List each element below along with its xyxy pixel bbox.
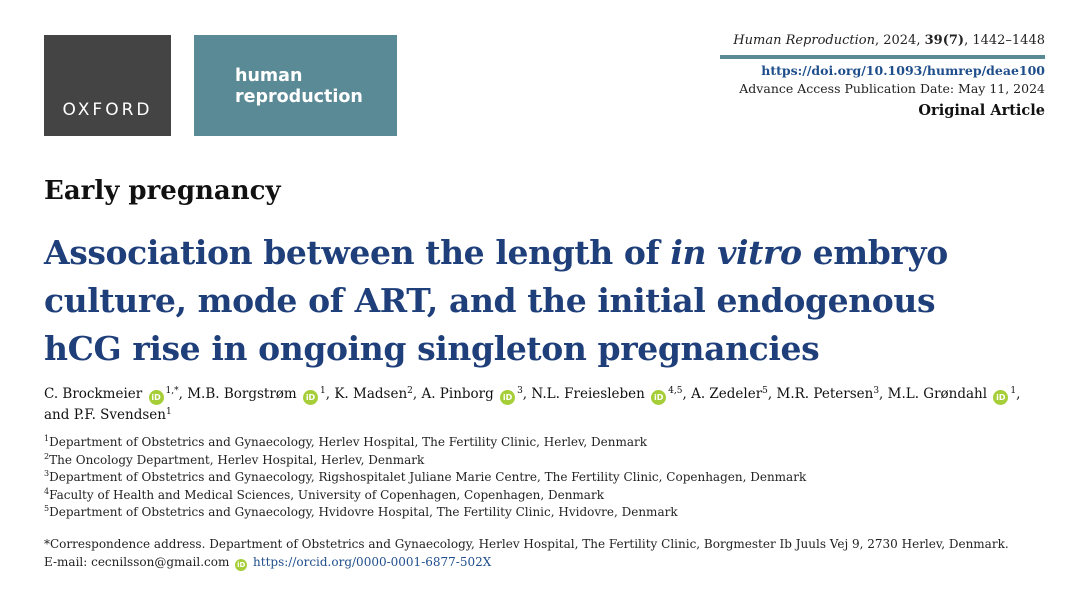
author-name[interactable]: A. Pinborg	[421, 386, 494, 402]
correspondence-address: *Correspondence address. Department of Obstetrics and Gynaecology, Herlev Hospital, The Fertility Clinic, Borgmester Ib Juuls Vej 9, 2730 Herlev, Denmark.	[44, 537, 1009, 551]
affiliation-text: The Oncology Department, Herlev Hospital, Herlev, Denmark	[49, 452, 425, 467]
orcid-icon[interactable]: iD	[993, 390, 1008, 405]
affiliation-text: Department of Obstetrics and Gynaecology, Herlev Hospital, The Fertility Clinic, Herlev, Denmark	[49, 435, 648, 449]
orcid-link[interactable]: https://orcid.org/0000-0001-6877-502X	[253, 555, 492, 569]
affiliation-item	[44, 504, 806, 522]
section-heading: Early pregnancy	[44, 176, 281, 206]
oxford-logo[interactable]	[44, 35, 171, 136]
orcid-icon[interactable]: iD	[651, 390, 666, 405]
citation-line	[733, 32, 1045, 50]
author-name[interactable]: N.L. Freiesleben	[531, 386, 645, 402]
author-affiliation-sup: 2	[407, 386, 413, 396]
author-separator: ,	[682, 386, 692, 402]
affiliation-text: Department of Obstetrics and Gynaecology, Rigshospitalet Juliane Marie Centre, The Fertility Clinic, Copenhagen, Denmark	[49, 470, 807, 484]
author-affiliation-sup: 1	[166, 407, 172, 417]
human-reproduction-logo[interactable]	[194, 35, 397, 136]
orcid-icon: iD	[237, 561, 246, 569]
author-separator: ,	[767, 386, 777, 402]
title-part1: Association between the length of	[44, 233, 671, 272]
author-separator: ,	[178, 386, 188, 402]
citation-year: , 2024,	[874, 33, 925, 48]
oxford-logo-text: OXFORD	[62, 99, 153, 120]
journal-name[interactable]: Human Reproduction	[733, 33, 875, 48]
author-affiliation-sup: 1	[320, 386, 326, 396]
author-affiliation-sup: 1	[1010, 386, 1017, 396]
orcid-icon[interactable]: iD	[149, 390, 164, 405]
doi-link[interactable]: https://doi.org/10.1093/humrep/deae100	[761, 63, 1045, 78]
journal-logo-line1: human	[235, 66, 303, 86]
author-affiliation-sup: 4,5	[668, 386, 683, 396]
author-affiliation-sup: 3	[873, 386, 880, 396]
author-separator: , and	[44, 386, 1021, 423]
author-name[interactable]: P.F. Svendsen	[73, 407, 166, 423]
author-separator: ,	[325, 386, 335, 402]
article-type: Original Article	[918, 102, 1045, 119]
affiliation-number: 2	[44, 451, 50, 461]
author-list	[44, 384, 1044, 425]
author-name[interactable]: M.R. Petersen	[776, 386, 874, 402]
affiliation-number: 1	[44, 434, 50, 443]
correspondence-email[interactable]: E-mail: cecnilsson@gmail.com	[44, 555, 230, 569]
affiliation-text: Faculty of Health and Medical Sciences, University of Copenhagen, Copenhagen, Denmark	[49, 487, 604, 502]
affiliation-item	[44, 452, 806, 470]
citation-pages: , 1442–1448	[964, 33, 1045, 48]
affiliation-number: 3	[44, 469, 50, 478]
journal-logo-line2: reproduction	[235, 87, 363, 107]
author-name[interactable]: C. Brockmeier	[44, 386, 143, 402]
author-name[interactable]: K. Madsen	[334, 386, 408, 402]
orcid-icon[interactable]: iD	[303, 390, 318, 405]
author-affiliation-sup: 5	[762, 386, 768, 396]
author-separator: ,	[879, 386, 888, 402]
affiliation-text: Department of Obstetrics and Gynaecology, Hvidovre Hospital, The Fertility Clinic, Hvidovre, Denmark	[49, 505, 678, 519]
author-affiliation-sup: 1,*	[165, 386, 179, 396]
author-separator: ,	[522, 386, 532, 402]
affiliation-number: 5	[44, 504, 50, 513]
author-name[interactable]: M.B. Borgstrøm	[187, 386, 297, 402]
citation-volume: 39(7)	[924, 33, 965, 48]
publication-date: Advance Access Publication Date: May 11, 2024	[739, 81, 1045, 96]
correspondence	[44, 535, 1009, 571]
author-separator: ,	[412, 386, 422, 402]
author-affiliation-sup: 3	[517, 386, 523, 396]
author-name[interactable]: A. Zedeler	[691, 386, 763, 402]
author-name[interactable]: M.L. Grøndahl	[887, 386, 988, 402]
citation-divider	[720, 55, 1045, 59]
affiliation-list	[44, 434, 806, 522]
affiliation-number: 4	[44, 486, 50, 496]
title-italic: in vitro	[670, 233, 802, 272]
article-title	[44, 229, 1004, 373]
title-part2: embryo culture, mode of ART, and the initial endogenous hCG rise in ongoing singleton pregnancies	[44, 233, 948, 368]
affiliation-item	[44, 469, 806, 487]
affiliation-item	[44, 434, 806, 452]
orcid-icon[interactable]: iD	[500, 390, 515, 405]
affiliation-item	[44, 487, 806, 505]
